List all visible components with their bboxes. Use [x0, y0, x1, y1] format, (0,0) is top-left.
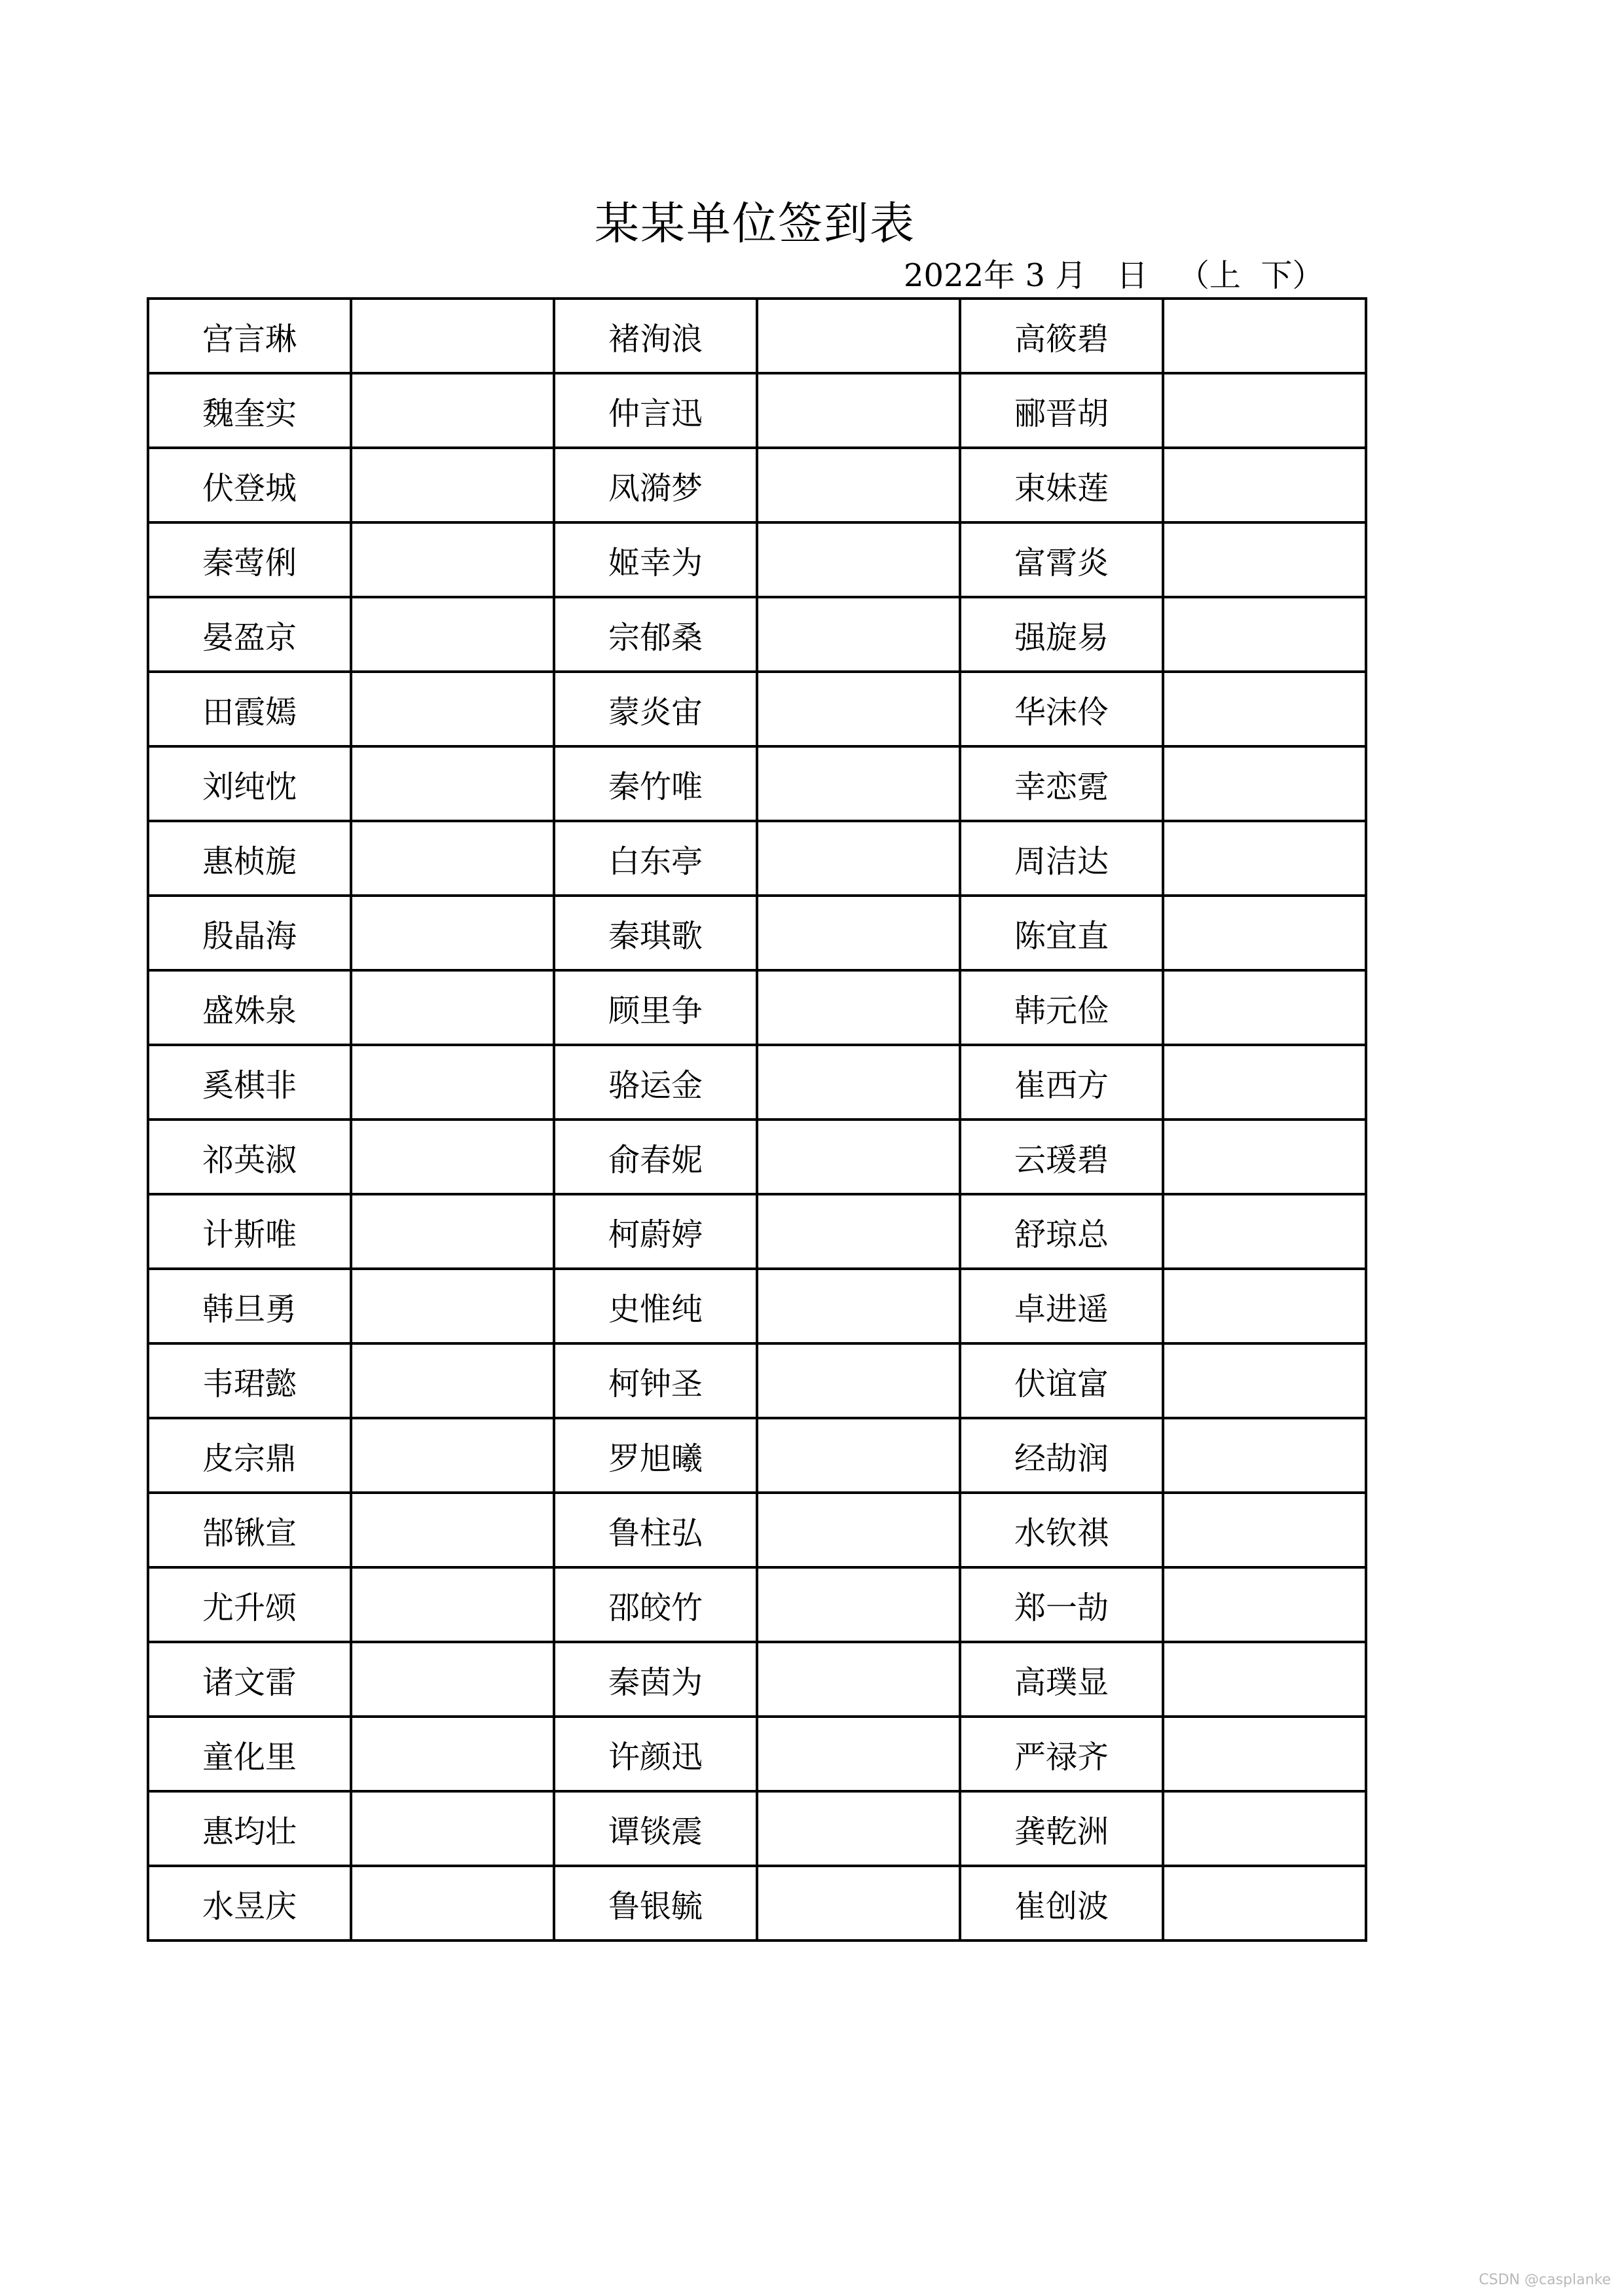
attendee-name: 柯钟圣 — [554, 1343, 757, 1418]
table-row — [148, 1493, 1366, 1567]
attendee-name: 皮宗鼎 — [148, 1418, 351, 1493]
signature-cell[interactable] — [757, 1791, 960, 1866]
signature-cell[interactable] — [351, 746, 554, 821]
signature-cell[interactable] — [1163, 672, 1366, 746]
attendee-name: 白东亭 — [554, 821, 757, 896]
page-title: 某某单位签到表 — [594, 198, 915, 250]
attendee-name: 诸文雷 — [148, 1642, 351, 1717]
signature-cell[interactable] — [1163, 1791, 1366, 1866]
signature-cell[interactable] — [757, 1493, 960, 1567]
signature-cell[interactable] — [351, 1194, 554, 1269]
signature-cell[interactable] — [757, 821, 960, 896]
signature-cell[interactable] — [757, 896, 960, 970]
signature-cell[interactable] — [351, 1717, 554, 1791]
attendee-name: 魏奎实 — [148, 373, 351, 448]
table-row — [148, 821, 1366, 896]
signature-cell[interactable] — [757, 522, 960, 597]
attendee-name: 韩元俭 — [960, 970, 1163, 1045]
attendee-name: 云瑗碧 — [960, 1120, 1163, 1194]
table-row — [148, 1418, 1366, 1493]
signature-cell[interactable] — [351, 970, 554, 1045]
date-year: 2022年 — [904, 257, 1016, 294]
attendee-name: 宗郁桑 — [554, 597, 757, 672]
signature-cell[interactable] — [757, 1045, 960, 1120]
table-row — [148, 1343, 1366, 1418]
signature-cell[interactable] — [1163, 970, 1366, 1045]
table-row — [148, 1045, 1366, 1120]
signature-cell[interactable] — [1163, 1269, 1366, 1343]
attendee-name: 韦珺懿 — [148, 1343, 351, 1418]
attendee-name: 韩旦勇 — [148, 1269, 351, 1343]
attendee-name: 秦琪歌 — [554, 896, 757, 970]
attendee-name: 秦莺俐 — [148, 522, 351, 597]
attendee-name: 崔西方 — [960, 1045, 1163, 1120]
signature-cell[interactable] — [757, 373, 960, 448]
signature-cell[interactable] — [1163, 1493, 1366, 1567]
attendee-name: 陈宜直 — [960, 896, 1163, 970]
signature-cell[interactable] — [757, 1120, 960, 1194]
signature-cell[interactable] — [351, 1120, 554, 1194]
signature-cell[interactable] — [1163, 746, 1366, 821]
date-month-label: 月 — [1055, 257, 1087, 294]
sign-in-table — [147, 297, 1367, 1942]
signature-cell[interactable] — [351, 1567, 554, 1642]
signature-cell[interactable] — [1163, 522, 1366, 597]
signature-cell[interactable] — [757, 672, 960, 746]
attendee-name: 惠桢旎 — [148, 821, 351, 896]
attendee-name: 舒琼总 — [960, 1194, 1163, 1269]
attendee-name: 尤升颂 — [148, 1567, 351, 1642]
date-day-label: 日 — [1116, 257, 1149, 294]
attendee-name: 高璞显 — [960, 1642, 1163, 1717]
attendee-name: 严禄齐 — [960, 1717, 1163, 1791]
table-row — [148, 1194, 1366, 1269]
signature-cell[interactable] — [1163, 1567, 1366, 1642]
signature-cell[interactable] — [351, 448, 554, 522]
attendee-name: 罗旭曦 — [554, 1418, 757, 1493]
signature-cell[interactable] — [1163, 1343, 1366, 1418]
attendee-name: 鲁银毓 — [554, 1866, 757, 1941]
signature-cell[interactable] — [351, 299, 554, 373]
attendee-name: 卓进遥 — [960, 1269, 1163, 1343]
signature-cell[interactable] — [351, 1791, 554, 1866]
signature-cell[interactable] — [1163, 1120, 1366, 1194]
attendee-name: 强旋易 — [960, 597, 1163, 672]
table-row — [148, 970, 1366, 1045]
signature-cell[interactable] — [757, 1866, 960, 1941]
attendee-name: 刘纯忱 — [148, 746, 351, 821]
table-row — [148, 1269, 1366, 1343]
attendee-name: 秦竹唯 — [554, 746, 757, 821]
signature-cell[interactable] — [757, 1717, 960, 1791]
attendee-name: 龚乾洲 — [960, 1791, 1163, 1866]
attendee-name: 俞春妮 — [554, 1120, 757, 1194]
signature-cell[interactable] — [757, 746, 960, 821]
attendee-name: 计斯唯 — [148, 1194, 351, 1269]
signature-cell[interactable] — [757, 1567, 960, 1642]
attendee-name: 惠均壮 — [148, 1791, 351, 1866]
date-pm-label: 下 — [1261, 257, 1293, 294]
attendee-name: 晏盈京 — [148, 597, 351, 672]
signature-cell[interactable] — [1163, 373, 1366, 448]
attendee-name: 许颜迅 — [554, 1717, 757, 1791]
signature-cell[interactable] — [1163, 1866, 1366, 1941]
watermark: CSDN @casplanke — [1479, 2272, 1611, 2288]
signature-cell[interactable] — [351, 373, 554, 448]
signature-cell[interactable] — [1163, 1418, 1366, 1493]
attendee-name: 崔创波 — [960, 1866, 1163, 1941]
date-open-paren: （ — [1177, 257, 1209, 294]
signature-cell[interactable] — [1163, 821, 1366, 896]
attendee-name: 高筱碧 — [960, 299, 1163, 373]
attendee-name: 周洁达 — [960, 821, 1163, 896]
signature-cell[interactable] — [757, 597, 960, 672]
signature-cell[interactable] — [351, 1269, 554, 1343]
signature-cell[interactable] — [1163, 299, 1366, 373]
table-row — [148, 746, 1366, 821]
attendee-name: 鲁柱弘 — [554, 1493, 757, 1567]
signature-cell[interactable] — [757, 1194, 960, 1269]
table-row — [148, 1866, 1366, 1941]
signature-cell[interactable] — [351, 1343, 554, 1418]
attendee-name: 郦晋胡 — [960, 373, 1163, 448]
signature-cell[interactable] — [757, 1642, 960, 1717]
attendee-name: 水钦祺 — [960, 1493, 1163, 1567]
signature-cell[interactable] — [1163, 597, 1366, 672]
attendee-name: 幸恋霓 — [960, 746, 1163, 821]
attendee-name: 邵皎竹 — [554, 1567, 757, 1642]
date-close-paren: ） — [1292, 257, 1324, 294]
signature-cell[interactable] — [1163, 1194, 1366, 1269]
table-row — [148, 1567, 1366, 1642]
signature-cell[interactable] — [757, 448, 960, 522]
attendee-name: 经劼润 — [960, 1418, 1163, 1493]
signature-cell[interactable] — [1163, 1642, 1366, 1717]
signature-cell[interactable] — [351, 522, 554, 597]
attendee-name: 祁英淑 — [148, 1120, 351, 1194]
signature-cell[interactable] — [351, 1642, 554, 1717]
attendee-name: 蒙炎宙 — [554, 672, 757, 746]
signature-cell[interactable] — [351, 1045, 554, 1120]
signature-cell[interactable] — [351, 672, 554, 746]
table-row — [148, 1791, 1366, 1866]
attendee-name: 凤漪梦 — [554, 448, 757, 522]
date-line — [904, 254, 1362, 297]
signature-cell[interactable] — [757, 1343, 960, 1418]
attendee-name: 姬幸为 — [554, 522, 757, 597]
attendee-name: 束妹莲 — [960, 448, 1163, 522]
signature-cell[interactable] — [1163, 896, 1366, 970]
table-row — [148, 373, 1366, 448]
signature-cell[interactable] — [757, 1418, 960, 1493]
attendee-name: 童化里 — [148, 1717, 351, 1791]
attendee-name: 盛姝泉 — [148, 970, 351, 1045]
signature-cell[interactable] — [351, 597, 554, 672]
attendee-name: 谭锬震 — [554, 1791, 757, 1866]
signature-cell[interactable] — [351, 1418, 554, 1493]
attendee-name: 田霞嫣 — [148, 672, 351, 746]
attendee-name: 顾里争 — [554, 970, 757, 1045]
attendee-name: 骆运金 — [554, 1045, 757, 1120]
attendee-name: 伏登城 — [148, 448, 351, 522]
attendee-name: 宫言琳 — [148, 299, 351, 373]
signature-cell[interactable] — [757, 970, 960, 1045]
signature-cell[interactable] — [1163, 1717, 1366, 1791]
date-am-label: 上 — [1209, 257, 1241, 294]
attendee-name: 秦茵为 — [554, 1642, 757, 1717]
signature-cell[interactable] — [757, 1269, 960, 1343]
attendee-name: 郜锹宣 — [148, 1493, 351, 1567]
signature-cell[interactable] — [351, 1493, 554, 1567]
attendee-name: 殷晶海 — [148, 896, 351, 970]
table-row — [148, 1642, 1366, 1717]
attendee-name: 郑一劼 — [960, 1567, 1163, 1642]
table-row — [148, 448, 1366, 522]
table-row — [148, 1717, 1366, 1791]
attendee-name: 柯蔚婷 — [554, 1194, 757, 1269]
signature-cell[interactable] — [351, 1866, 554, 1941]
table-row — [148, 672, 1366, 746]
signature-cell[interactable] — [757, 299, 960, 373]
signature-cell[interactable] — [351, 896, 554, 970]
attendee-name: 富霄炎 — [960, 522, 1163, 597]
table-row — [148, 896, 1366, 970]
attendee-name: 水昱庆 — [148, 1866, 351, 1941]
table-row — [148, 597, 1366, 672]
date-month-value: 3 — [1025, 257, 1045, 294]
table-row — [148, 522, 1366, 597]
attendee-name: 史惟纯 — [554, 1269, 757, 1343]
attendee-name: 奚棋非 — [148, 1045, 351, 1120]
table-row — [148, 299, 1366, 373]
attendee-name: 仲言迅 — [554, 373, 757, 448]
signature-cell[interactable] — [1163, 448, 1366, 522]
sign-in-table-body — [148, 299, 1366, 1941]
table-row — [148, 1120, 1366, 1194]
signature-cell[interactable] — [351, 821, 554, 896]
attendee-name: 褚洵浪 — [554, 299, 757, 373]
signature-cell[interactable] — [1163, 1045, 1366, 1120]
attendee-name: 伏谊富 — [960, 1343, 1163, 1418]
attendee-name: 华沫伶 — [960, 672, 1163, 746]
